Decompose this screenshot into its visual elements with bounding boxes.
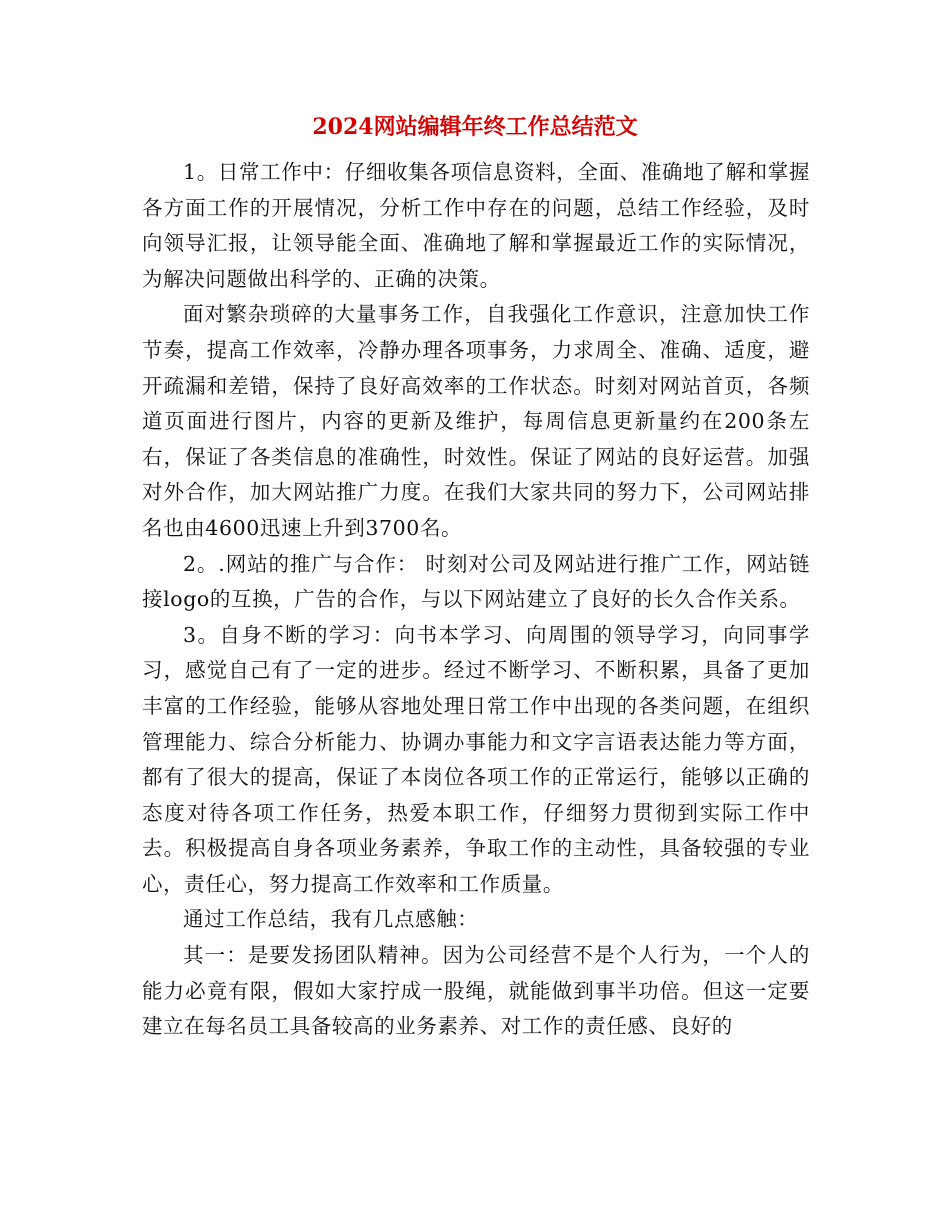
paragraph-reflections-intro: 通过工作总结，我有几点感触： xyxy=(183,907,479,932)
paragraph-team-spirit: 其一：是要发扬团队精神。因为公司经营不是个人行为，一个人的能力必竟有限，假如大家拧成一股绳，就能做到事半功倍。但这一定要建立在每名员工具备较高的业务素养、对工作的责任感、良好的 xyxy=(142,943,810,1039)
document-body xyxy=(142,155,810,1045)
paragraph-learning: 3。自身不断的学习：向书本学习、向周围的领导学习，向同事学习，感觉自己有了一定的进步。经过不断学习、不断积累，具备了更加丰富的工作经验，能够从容地处理日常工作中出现的各类问题，在组织管理能力、综合分析能力、协调办事能力和文字言语表达能力等方面，都有了很大的提高，保证了本岗位各项工作的正常运行，能够以正确的态度对待各项工作任务，热爱本职工作，仔细努力贯彻到实际工作中去。积极提高自身各项业务素养，争取工作的主动性，具备较强的专业心，责任心，努力提高工作效率和工作质量。 xyxy=(142,622,810,896)
paragraph-promotion: 2。.网站的推广与合作： 时刻对公司及网站进行推广工作，网站链接logo的互换，广告的合作，与以下网站建立了良好的长久合作关系。 xyxy=(142,551,810,612)
paragraph-affairs: 面对繁杂琐碎的大量事务工作，自我强化工作意识，注意加快工作节奏，提高工作效率，冷静办理各项事务，力求周全、准确、适度，避开疏漏和差错，保持了良好高效率的工作状态。时刻对网站首页，各频道页面进行图片，内容的更新及维护，每周信息更新量约在200条左右，保证了各类信息的准确性，时效性。保证了网站的良好运营。加强对外合作，加大网站推广力度。在我们大家共同的努力下，公司网站排名也由4600迅速上升到3700名。 xyxy=(142,302,810,540)
paragraph-daily-work: 1。日常工作中：仔细收集各项信息资料，全面、准确地了解和掌握各方面工作的开展情况，分析工作中存在的问题，总结工作经验，及时向领导汇报，让领导能全面、准确地了解和掌握最近工作的实际情况，为解决问题做出科学的、正确的决策。 xyxy=(142,160,810,291)
document-title: 2024网站编辑年终工作总结范文 xyxy=(312,114,638,140)
